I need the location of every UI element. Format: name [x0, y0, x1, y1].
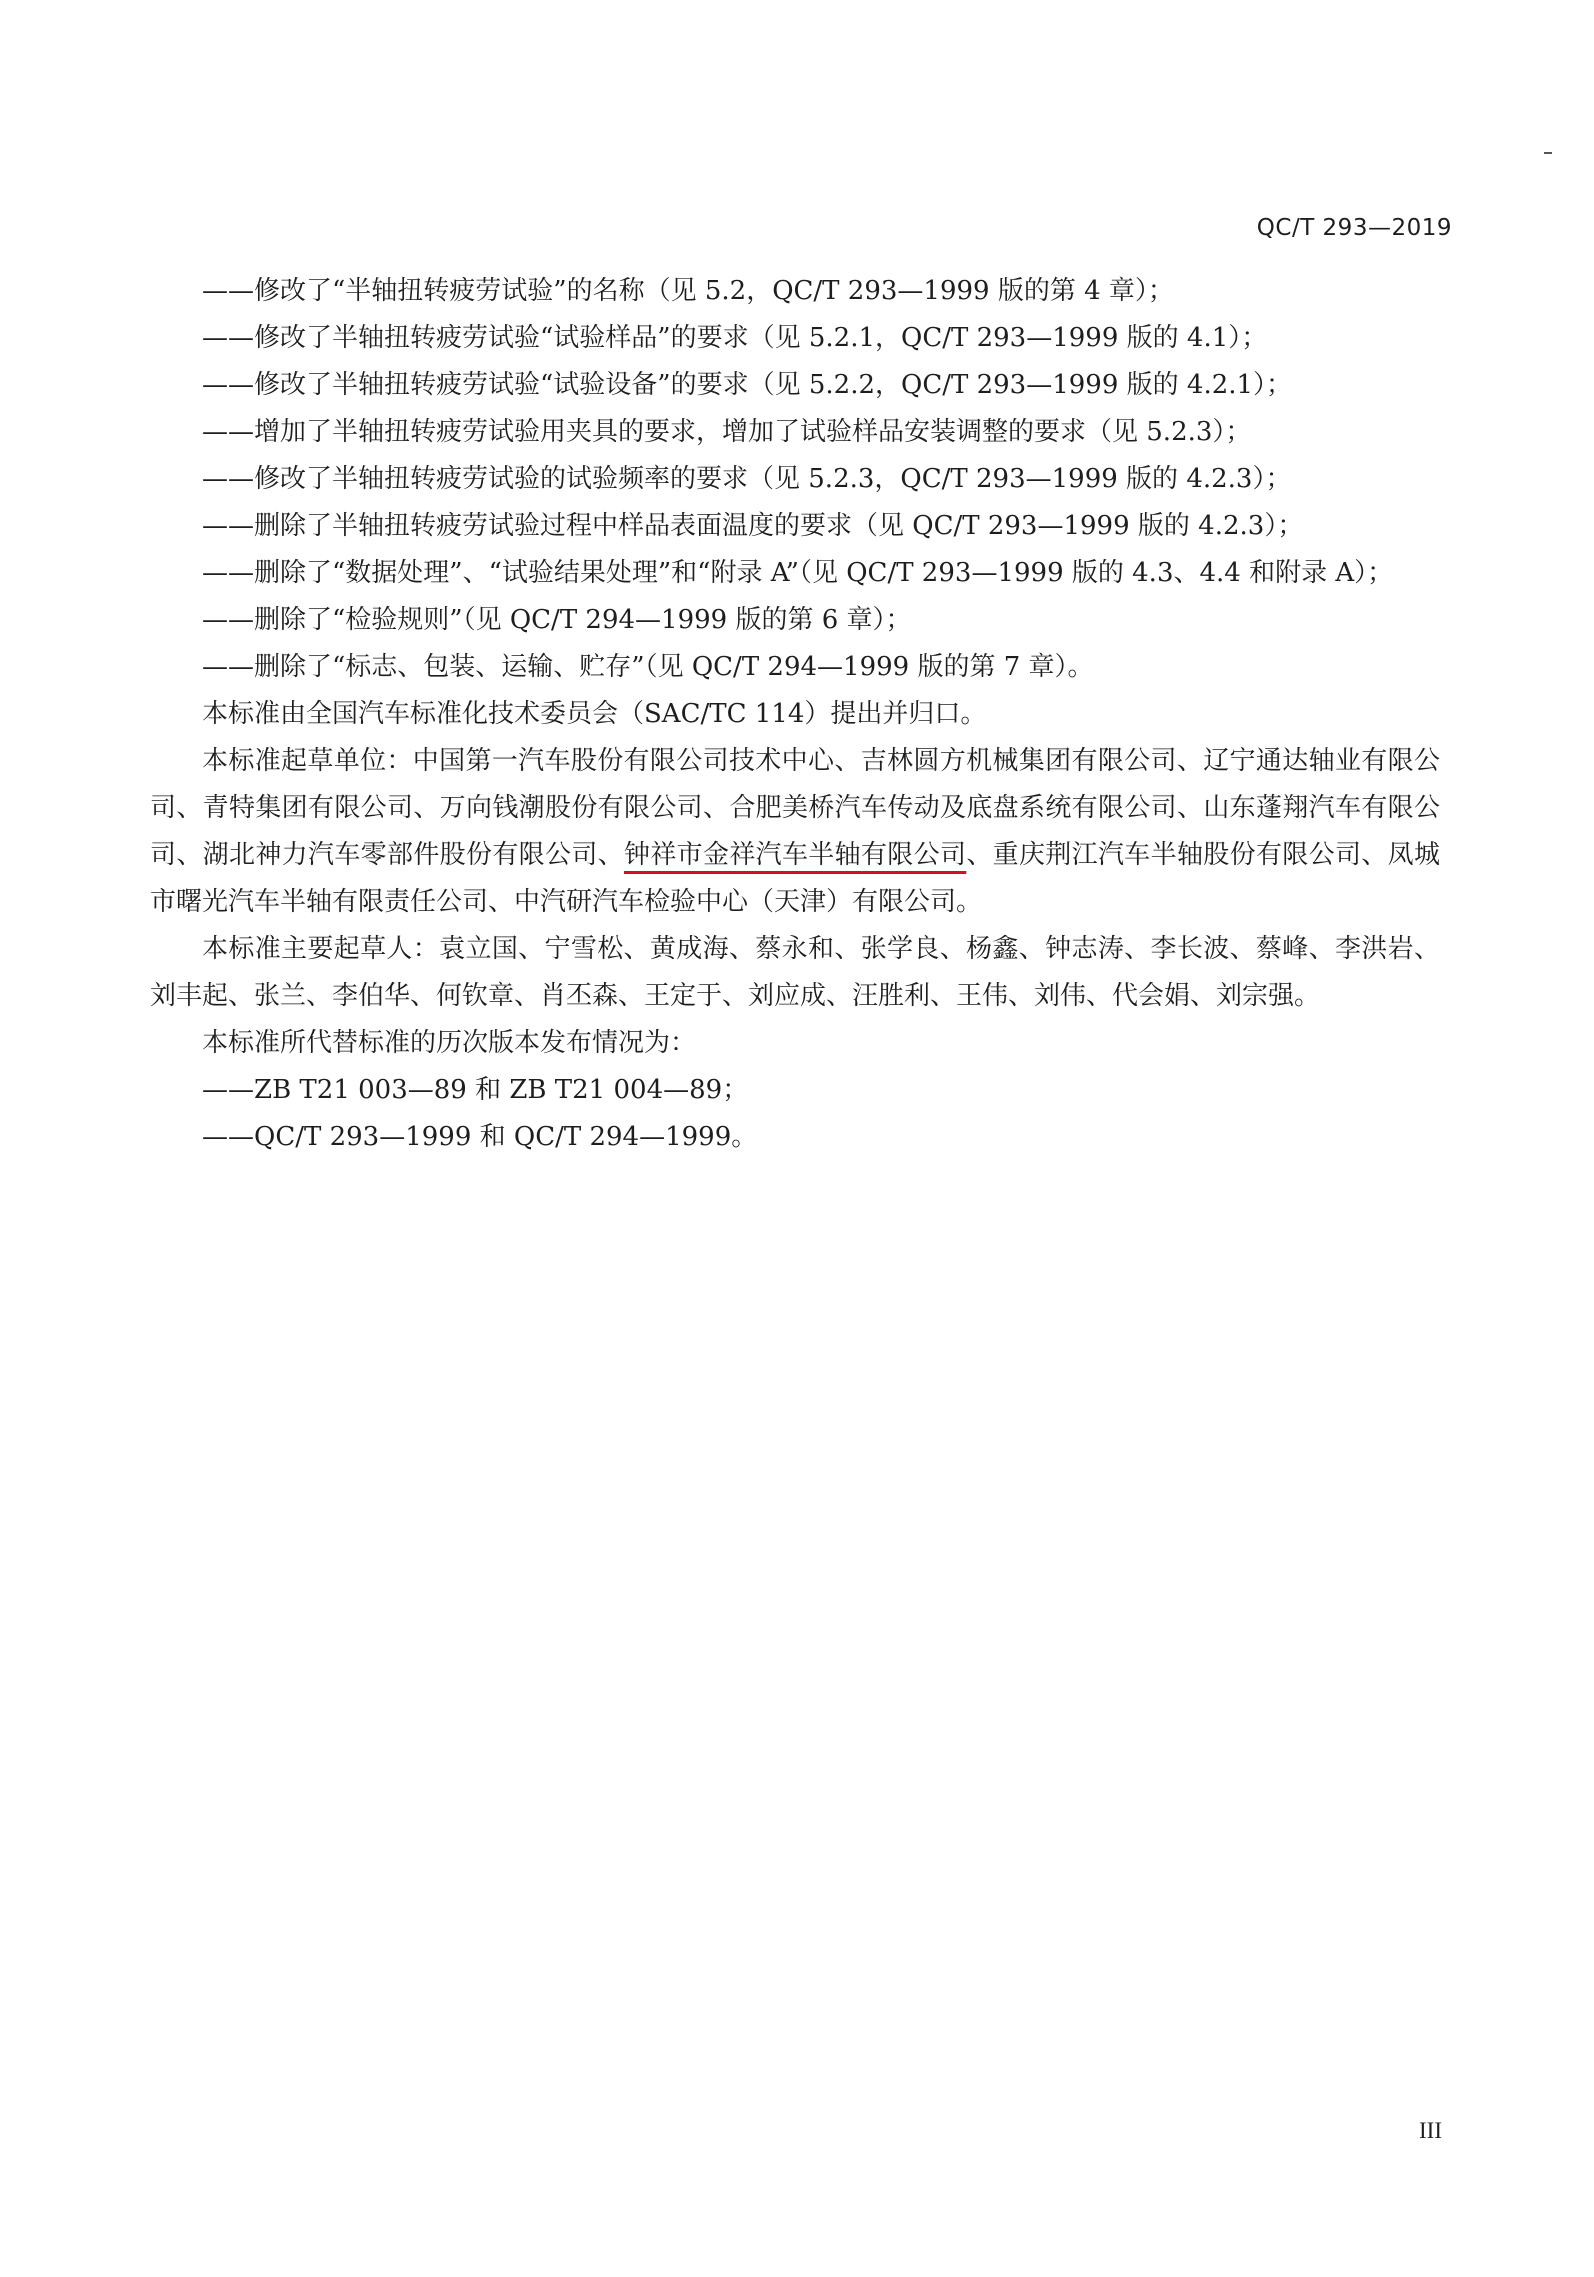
- scan-mark: [1544, 152, 1552, 154]
- highlighted-company: 钟祥市金祥汽车半轴有限公司: [623, 840, 967, 870]
- history-item-2: ——QC/T 293—1999 和 QC/T 294—1999。: [202, 1122, 758, 1152]
- drafting-units-paragraph: [150, 738, 1440, 926]
- change-item-4: ——增加了半轴扭转疲劳试验用夹具的要求，增加了试验样品安装调整的要求（见 5.2.3）；: [202, 417, 1252, 447]
- drafters-paragraph: 本标准主要起草人：袁立国、宁雪松、黄成海、蔡永和、张学良、杨鑫、钟志涛、李长波、蔡峰、李洪岩、刘丰起、张兰、李伯华、何钦章、肖丕森、王定于、刘应成、汪胜利、王伟、刘伟、代会娟、刘宗强。: [150, 934, 1440, 1011]
- change-item-2: ——修改了半轴扭转疲劳试验“试验样品”的要求（见 5.2.1，QC/T 293—1999 版的 4.1）；: [202, 323, 1268, 353]
- standard-code-header: QC/T 293—2019: [1256, 215, 1452, 241]
- change-item-6: ——删除了半轴扭转疲劳试验过程中样品表面温度的要求（见 QC/T 293—1999 版的 4.2.3）；: [202, 511, 1304, 541]
- change-item-7: ——删除了“数据处理”、“试验结果处理”和“附录 A”（见 QC/T 293—1999 版的 4.3、4.4 和附录 A）；: [202, 558, 1394, 588]
- change-item-1: ——修改了“半轴扭转疲劳试验”的名称（见 5.2，QC/T 293—1999 版的第 4 章）；: [202, 276, 1174, 306]
- body-text: [150, 268, 1440, 1161]
- change-item-3: ——修改了半轴扭转疲劳试验“试验设备”的要求（见 5.2.2，QC/T 293—1999 版的 4.2.1）；: [202, 370, 1293, 400]
- history-item-1: ——ZB T21 003—89 和 ZB T21 004—89；: [202, 1075, 749, 1105]
- page-number: III: [1419, 2118, 1442, 2143]
- change-item-5: ——修改了半轴扭转疲劳试验的试验频率的要求（见 5.2.3，QC/T 293—1999 版的 4.2.3）；: [202, 464, 1292, 494]
- change-item-8: ——删除了“检验规则”（见 QC/T 294—1999 版的第 6 章）；: [202, 605, 912, 635]
- proposer-paragraph: 本标准由全国汽车标准化技术委员会（SAC/TC 114）提出并归口。: [202, 699, 987, 729]
- drafting-units-text-after: 、重庆荆江汽车半轴股份有限公司、凤城市曙光汽车半轴有限责任公司、中汽研汽车检验中心（天津）有限公司。: [150, 840, 1440, 917]
- change-item-9: ——删除了“标志、包装、运输、贮存”（见 QC/T 294—1999 版的第 7 章）。: [202, 652, 1094, 682]
- drafting-units-text-before: 本标准起草单位：中国第一汽车股份有限公司技术中心、吉林圆方机械集团有限公司、辽宁通达轴业有限公司、青特集团有限公司、万向钱潮股份有限公司、合肥美桥汽车传动及底盘系统有限公司、山东蓬翔汽车有限公司、湖北神力汽车零部件股份有限公司、: [150, 746, 1440, 870]
- history-intro: 本标准所代替标准的历次版本发布情况为：: [202, 1028, 697, 1058]
